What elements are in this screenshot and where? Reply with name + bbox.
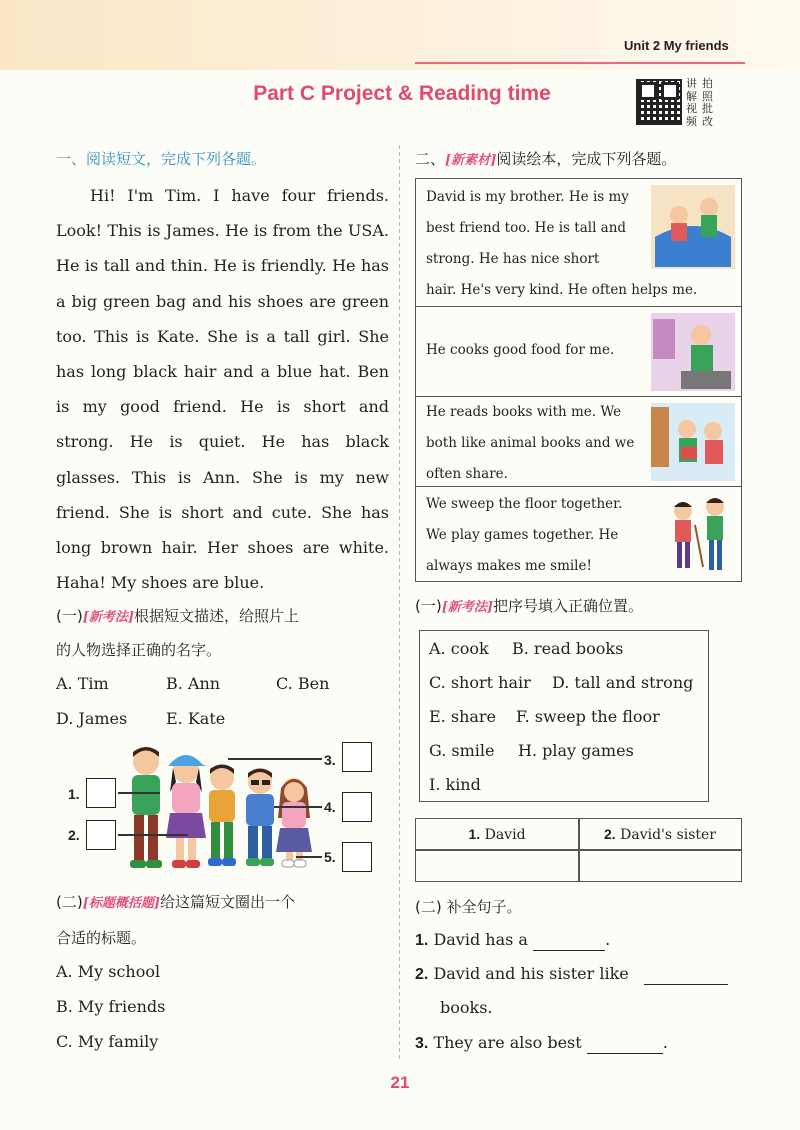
story-text-4: We sweep the floor together. We play games together. He always makes me smile! bbox=[426, 496, 623, 574]
story-picture-1 bbox=[651, 185, 735, 269]
classification-table bbox=[415, 818, 742, 882]
answer-box-1[interactable] bbox=[86, 778, 116, 808]
phrase-b: B. read books bbox=[512, 639, 624, 658]
table-header-david: 1. David bbox=[468, 826, 526, 843]
picture-book-table bbox=[415, 178, 742, 582]
kid-james bbox=[130, 747, 162, 868]
story-row-3 bbox=[416, 397, 741, 487]
kid-tim bbox=[208, 765, 236, 867]
story-picture-2 bbox=[651, 313, 735, 391]
sentence-2-cont: books. bbox=[440, 998, 493, 1017]
sentence-1: 1. David has a . bbox=[415, 930, 611, 949]
unit-label: Unit 2 My friends bbox=[624, 38, 729, 53]
answer-box-2[interactable] bbox=[86, 820, 116, 850]
arrow-2 bbox=[118, 834, 188, 836]
question-1-1-line2: 的人物选择正确的名字。 bbox=[56, 641, 222, 659]
question-2-1-heading: (一)[新考法]把序号填入正确位置。 bbox=[415, 597, 644, 615]
story-text-3: He reads books with me. We both like animal books and we often share. bbox=[426, 404, 635, 482]
section-two-heading: 二、[新素材]阅读绘本，完成下列各题。 bbox=[415, 150, 677, 168]
option-e: E. Kate bbox=[166, 709, 226, 728]
question-1-1-line1: (一)[新考法]根据短文描述，给照片上 bbox=[56, 607, 300, 625]
header-rule bbox=[415, 62, 745, 64]
story-text-1: David is my brother. He is my best friend too. He is tall and strong. He has nice short hair. He's very kind. He often helps me. bbox=[426, 189, 698, 298]
answer-box-3[interactable] bbox=[342, 742, 372, 772]
story-row-4 bbox=[416, 487, 741, 583]
qr-caption: 讲 拍 解 照 视 批 频 改 bbox=[686, 77, 713, 128]
phrase-d: D. tall and strong bbox=[552, 673, 694, 692]
answer-cell-sister[interactable] bbox=[582, 852, 740, 880]
phrase-a: A. cook bbox=[429, 639, 489, 658]
title-option-b[interactable]: B. My friends bbox=[56, 997, 166, 1016]
story-picture-4 bbox=[665, 495, 735, 577]
option-a: A. Tim bbox=[56, 674, 109, 693]
arrow-4 bbox=[274, 806, 322, 808]
box-label-3: 3. bbox=[324, 752, 336, 768]
sentence-3: 3. They are also best . bbox=[415, 1033, 668, 1052]
question-1-2-line1: (二)[标题概括题]给这篇短文圈出一个 bbox=[56, 893, 296, 911]
title-option-c[interactable]: C. My family bbox=[56, 1032, 159, 1051]
box-label-5: 5. bbox=[324, 849, 336, 865]
arrow-5 bbox=[296, 856, 322, 858]
kid-kate bbox=[166, 755, 206, 868]
phrase-f: F. sweep the floor bbox=[516, 707, 660, 726]
table-header-sister: 2. David's sister bbox=[604, 826, 716, 843]
qr-code-icon bbox=[636, 79, 682, 125]
box-label-1: 1. bbox=[68, 786, 80, 802]
question-1-2-line2: 合适的标题。 bbox=[56, 929, 147, 947]
phrase-c: C. short hair bbox=[429, 673, 531, 692]
phrase-e: E. share bbox=[429, 707, 497, 726]
section-one-heading: 一、阅读短文，完成下列各题。 bbox=[56, 150, 267, 168]
title-option-a[interactable]: A. My school bbox=[56, 962, 161, 981]
story-row-2 bbox=[416, 307, 741, 397]
kid-ann bbox=[276, 778, 312, 867]
kid-ben bbox=[246, 769, 274, 867]
box-label-2: 2. bbox=[68, 827, 80, 843]
page-number: 21 bbox=[390, 1073, 410, 1092]
phrase-options-box bbox=[419, 630, 709, 802]
sentence-2: 2. David and his sister like bbox=[415, 964, 728, 985]
answer-box-5[interactable] bbox=[342, 842, 372, 872]
blank-3[interactable] bbox=[587, 1033, 663, 1054]
table-row-divider bbox=[416, 849, 741, 851]
option-b: B. Ann bbox=[166, 674, 221, 693]
option-d: D. James bbox=[56, 709, 128, 728]
arrow-1 bbox=[118, 792, 160, 794]
column-divider bbox=[399, 145, 400, 1060]
story-picture-3 bbox=[651, 403, 735, 481]
phrase-g: G. smile bbox=[429, 741, 495, 760]
answer-cell-david[interactable] bbox=[418, 852, 576, 880]
blank-2[interactable] bbox=[644, 964, 728, 985]
question-2-2-heading: (二) 补全句子。 bbox=[415, 898, 522, 916]
blank-1[interactable] bbox=[533, 930, 605, 951]
box-label-4: 4. bbox=[324, 799, 336, 815]
arrow-3 bbox=[228, 758, 322, 760]
option-c: C. Ben bbox=[276, 674, 330, 693]
phrase-i: I. kind bbox=[429, 775, 481, 794]
reading-passage: Hi! I'm Tim. I have four friends. Look! This is James. He is from the USA. He is tall and thin. He is friendly. He has a big green bag and his shoes are green too. This is Kate. She is a tall girl. She has long black hair and a blue hat. Ben is my good friend. He is short and strong. He is quiet. He has black glasses. This is Ann. She is my new friend. She is short and cute. She has long brown hair. Her shoes are white. Haha! My shoes are blue. bbox=[56, 186, 389, 593]
phrase-h: H. play games bbox=[518, 741, 634, 760]
story-row-1 bbox=[416, 179, 741, 307]
page-title: Part C Project & Reading time bbox=[253, 82, 551, 105]
story-text-2: He cooks good food for me. bbox=[426, 342, 615, 358]
header-band bbox=[0, 0, 800, 70]
answer-box-4[interactable] bbox=[342, 792, 372, 822]
